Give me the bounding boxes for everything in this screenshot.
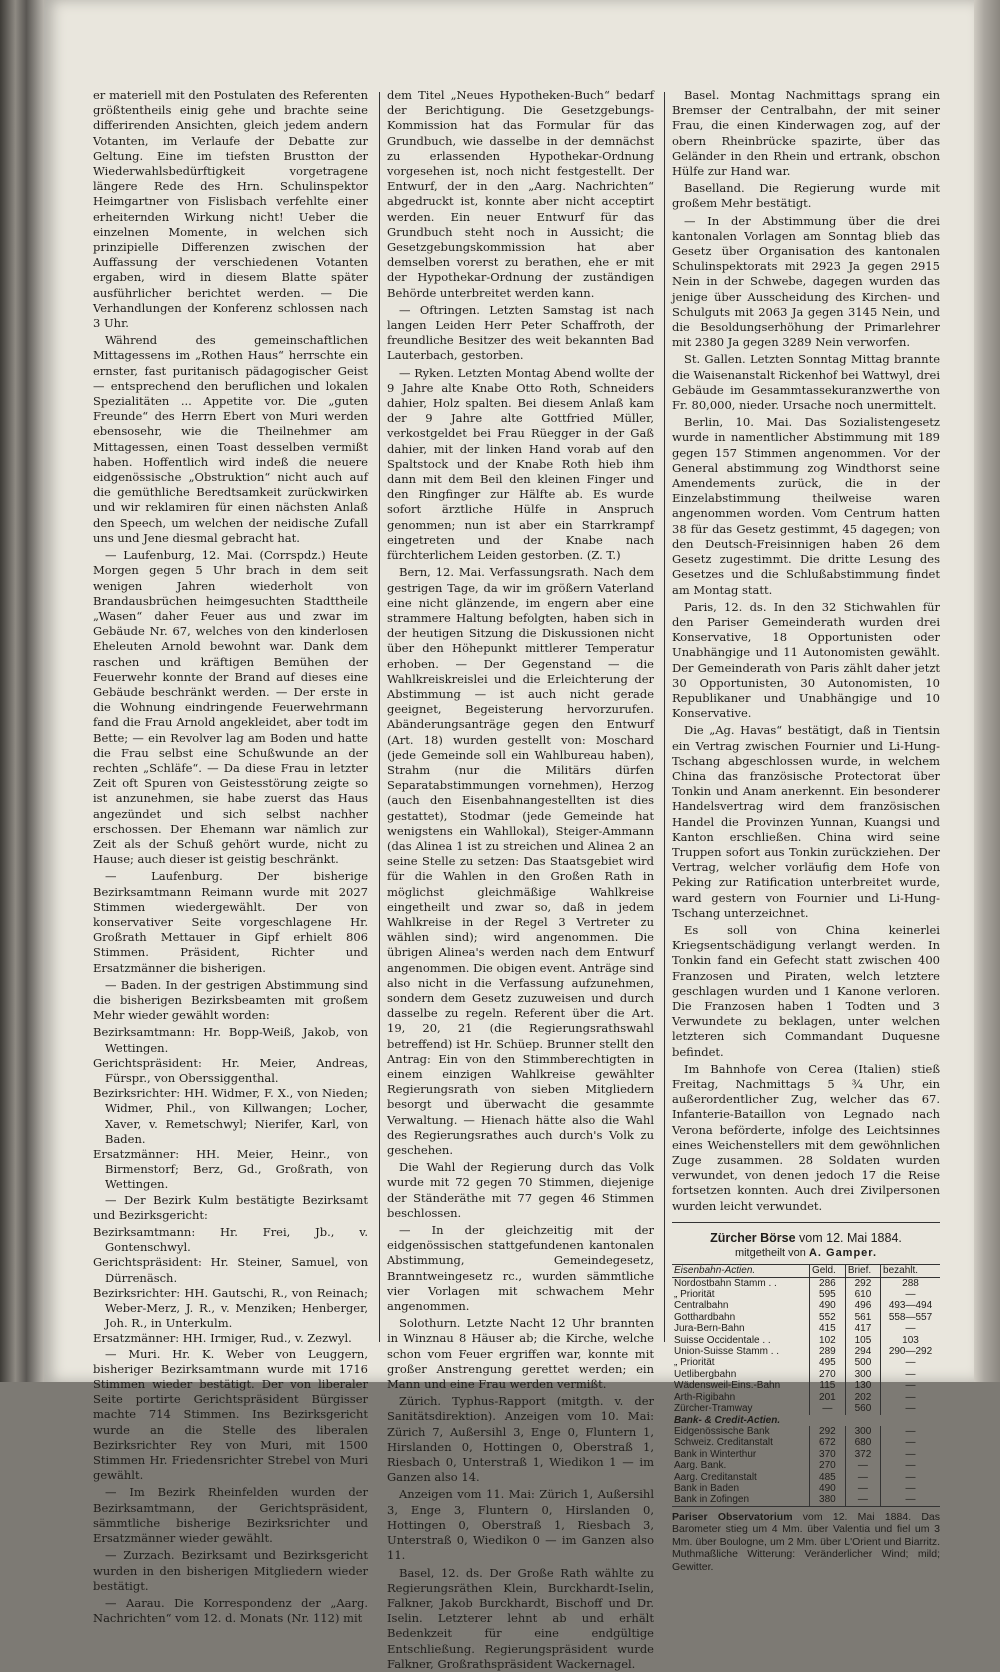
table-cell: 286 [809, 1277, 845, 1289]
table-cell: 290—292 [881, 1346, 940, 1357]
table-header: bezahlt. [881, 1265, 940, 1277]
table-cell: — [881, 1472, 940, 1483]
table-cell: — [881, 1483, 940, 1494]
table-row [672, 1357, 940, 1368]
table-row [672, 1335, 940, 1346]
article-laufenburg-election: — Laufenburg. Der bisherige Bezirksamtmann Reimann wurde mit 2027 Stimmen wiedergewählt. Der von konservativer Seite vorgeschlagene Hr. Großrath Mettauer in Gipf erhielt 806 Stimmen. Präsident, Richter und Ersatzmänner die bisherigen. [93, 869, 368, 975]
list-item: Gerichtspräsident: Hr. Meier, Andreas, Fürspr., von Oberssiggenthal. [93, 1055, 368, 1085]
article-paragraph: — In der Abstimmung über die drei kantonalen Vorlagen am Sonntag blieb das Gesetz über Organisation des kantonalen Schulinspektorats mit 2923 Ja gegen 2915 Nein in der Schwebe, dagegen wurden das jenige über Ausscheidung des Kirchen- und Schulguts mit 2063 Ja gegen 3145 Nein, und die Besoldungserhöhung der Primarlehrer mit 2380 Ja gegen 3289 Nein verworfen. [672, 213, 940, 350]
table-cell: 560 [845, 1403, 880, 1414]
table-cell: 490 [809, 1300, 845, 1311]
list-item: Bezirksrichter: HH. Gautschi, R., von Reinach; Weber-Merz, J. R., v. Menziken; Henberger, Joh. R., in Unterkulm. [93, 1285, 368, 1331]
table-cell: 680 [845, 1437, 880, 1448]
table-cell: 417 [845, 1323, 880, 1334]
table-cell: 103 [881, 1335, 940, 1346]
article-rheinfelden: — Im Bezirk Rheinfelden wurden der Bezirksamtmann, der Gerichtspräsident, sämmtliche bisherige Bezirksrichter und Ersatzmänner wieder gewählt. [93, 1485, 368, 1546]
table-cell: 300 [845, 1369, 880, 1380]
table-row [672, 1472, 940, 1483]
observatory-report [672, 1511, 940, 1574]
table-cell: 558—557 [881, 1312, 940, 1323]
table-cell: Bank in Winterthur [674, 1448, 757, 1460]
divider [672, 1222, 940, 1223]
article-basel: Basel. Montag Nachmittags sprang ein Bremser der Centralbahn, der mit seiner Frau, die einen Kinderwagen zog, auf der obern Rheinbrücke spazirte, über das Geländer in den Rhein und ertrank, obschon Hülfe zur Hand war. [672, 88, 940, 179]
table-cell: Gotthardbahn [674, 1311, 736, 1323]
table-cell: 493—494 [881, 1300, 940, 1311]
table-cell: — [881, 1357, 940, 1368]
page-edge [974, 0, 1000, 1382]
table-cell: — [845, 1460, 880, 1471]
table-header: Brief. [845, 1265, 880, 1277]
table-cell: Jura-Bern-Bahn [674, 1323, 745, 1335]
table-cell: 292 [845, 1277, 880, 1289]
bourse-subtitle [672, 1246, 940, 1261]
observatory-title: Pariser Observatorium [672, 1510, 793, 1523]
table-cell: — [881, 1289, 940, 1300]
table-cell: — [881, 1426, 940, 1437]
article-bern: Bern, 12. Mai. Verfassungsrath. Nach dem gestrigen Tage, da wir im größern Vaterland eine nicht glänzende, im engern aber eine strammere Haltung befolgten, haben sich in der heutigen Sitzung die Diskussionen nicht über den Höhepunkt mittlerer Temperatur erhoben. — Der Gegenstand — die Wahlkreiskreislei und die Erleichterung der Abstimmung — ist auch nicht gerade geeignet, Begeisterung hervorzurufen. Abänderungsanträge gegen den Entwurf (Art. 18) wurden gestellt von: Moschard (jede Gemeinde soll ein Wahlbureau haben), Strahm (nur die Militärs dürfen Separatabstimmungen vornehmen), Herzog (auch den Eisenbahnangestellten ist dies gestattet), Stodmar (jede Gemeinde hat wenigstens ein Wahllokal), Steiger-Ammann (das Alinea 1 ist zu streichen und Alinea 2 an seine Stelle zu setzen: Das Staatsgebiet wird für die Wahlen in den Großen Rath in möglichst gleichmäßige Wahlkreise eingetheilt und zwar so, daß in jedem Wahlkreise in der Regel 3 Vertreter zu wählen sind); wird angenommen. Die übrigen Alinea's werden nach dem Entwurf angenommen. Die obigen event. Anträge sind also nicht in die Verfassung aufzunehmen, sondern dem Gesetz zuzuweisen und durch dasselbe zu regeln. Referent über die Art. 19, 20, 21 (die Regierungsrathswahl betreffend) ist Hr. Schüep. Brunner stellt den Antrag: Ein von den Stimmberechtigten in einem einzigen Wahlkreise gewählter Regierungsrath von sieben Mitgliedern besorgt und überwacht die gesammte Verwaltung. — Hienach hätte also die Wahl des Regierungsrathes auch durch's Volk zu geschehen. [387, 565, 654, 1158]
article-oftringen: — Oftringen. Letzten Samstag ist nach langen Leiden Herr Peter Schaffroth, der freundliche Besitzer des weit bekannten Bad Lauterbach, gestorben. [387, 302, 654, 363]
bourse-title [672, 1231, 940, 1246]
table-row [672, 1300, 940, 1311]
table-cell: 201 [809, 1392, 845, 1403]
table-cell: — [881, 1460, 940, 1471]
table-cell: „ Priorität [674, 1357, 715, 1369]
table-cell: Zürcher-Tramway [674, 1403, 753, 1415]
book-spine [0, 0, 44, 1382]
table-cell: — [881, 1437, 940, 1448]
article-baselland: Baselland. Die Regierung wurde mit großem Mehr bestätigt. [672, 181, 940, 211]
table-cell: — [881, 1392, 940, 1403]
table-cell: Eidgenössische Bank [674, 1425, 770, 1437]
table-cell: Aarg. Creditanstalt [674, 1471, 757, 1483]
article-zurich-typhus: Zürich. Typhus-Rapport (mitgth. v. der Sanitätsdirektion). Anzeigen vom 10. Mai: Zürich 7, Außersihl 3, Enge 0, Fluntern 1, Hirslanden 0, Hottingen 0, Oberstraß 1, Riesbach 0, Unterstraß 1, Wiedikon 1 — im Ganzen also 14. [387, 1394, 654, 1485]
table-cell: Nordostbahn Stamm . . [674, 1277, 777, 1289]
table-cell: 595 [809, 1289, 845, 1300]
bourse-sub-name: A. Gamper. [808, 1247, 878, 1260]
table-header: Eisenbahn-Actien. [672, 1265, 809, 1277]
table-cell: 485 [809, 1472, 845, 1483]
table-cell: — [881, 1403, 940, 1414]
article-paragraph: Es soll von China keinerlei Kriegsentschädigung verlangt werden. In Tonkin fand ein Gefecht statt zwischen 400 Franzosen und Piraten, welch letztere geschlagen wurden und 1 Kanone verloren. Die Franzosen haben 1 Todten und 3 Verwundete zu beklagen, unter welchen letzteren sich Commandant Duquesne befindet. [672, 922, 940, 1059]
table-row [672, 1449, 940, 1460]
column-rule [379, 92, 380, 1342]
article-kulm: — Der Bezirk Kulm bestätigte Bezirksamt und Bezirksgericht: [93, 1192, 368, 1222]
column-1 [93, 88, 368, 1626]
table-cell: — [845, 1483, 880, 1494]
article-paragraph: Die Wahl der Regierung durch das Volk wurde mit 72 gegen 70 Stimmen, diejenige der Ständeräthe mit 77 gegen 46 Stimmen beschlossen. [387, 1160, 654, 1220]
table-cell: Centralbahn [674, 1300, 729, 1312]
table-cell: — [845, 1472, 880, 1483]
table-cell: 105 [845, 1335, 880, 1346]
table-row [672, 1403, 940, 1414]
table-cell: 415 [809, 1323, 845, 1334]
article-laufenburg-fire: — Laufenburg, 12. Mai. (Corrspdz.) Heute Morgen gegen 5 Uhr brach in dem seit wenigen Jahren wiederholt von Brandausbrüchen heimgesuchten Stadttheile „Wasen“ daher Feuer aus und zwar im Gebäude Nr. 67, welches von den kinderlosen Eheleuten Arnold bewohnt war. Dank dem raschen und kräftigen Bemühen der Feuerwehr konnte der Brand auf dieses eine Gebäude beschränkt werden. — Der erste in die Wohnung eindringende Feuerwehrmann fand die Frau Arnold angekleidet, aber todt im Bette; — ein Revolver lag am Boden und hatte die Frau selbst eine Schußwunde an der rechten „Schläfe“. — Da diese Frau in letzter Zeit oft Spuren von Geistesstörung zeigte so ist anzunehmen, sie habe zuerst das Haus angezündet und sich selbst nachher erschossen. Der Ehemann war nämlich zur Zeit als der Schuß gehört wurde, nicht zu Hause; auch dieser ist geistig beschränkt. [93, 548, 368, 867]
table-row [672, 1426, 940, 1437]
table-cell: — [809, 1403, 845, 1414]
article-cerea: Im Bahnhofe von Cerea (Italien) stieß Freitag, Nachmittags 5 ¾ Uhr, ein außerordentlicher Zug, welcher das 67. Infanterie-Bataillon von Legnado nach Verona beförderte, infolge des Leichtsinnes eines Weichenstellers mit dem gewöhnlichen Zuge zusammen. 28 Soldaten wurden verwundet, von denen jedoch 17 die Reise fortsetzen konnten. Auch drei Zivilpersonen wurden leicht verwundet. [672, 1061, 940, 1213]
table-row [672, 1437, 940, 1448]
table-cell: 288 [881, 1277, 940, 1289]
bourse-title-text: Zürcher Börse [710, 1230, 796, 1245]
table-cell: 130 [845, 1380, 880, 1391]
article-paragraph: — In der gleichzeitig mit der eidgenössischen stattgefundenen kantonalen Abstimmung, Gemeindegesetz, Branntweingesetz rc., wurden sämmtliche vier Vorlagen mit schwachem Mehr angenommen. [387, 1223, 654, 1314]
table-cell: 490 [809, 1483, 845, 1494]
article-berlin: Berlin, 10. Mai. Das Sozialistengesetz wurde in namentlicher Abstimmung mit 189 gegen 157 Stimmen angenommen. Vor der General abstimmung zog Windthorst seine Amendements zurück, die in der Einzelabstimmung theilweise waren angenommen worden. Vom Centrum hatten 38 für das Gesetz gestimmt, 45 dagegen; von den Deutsch-Freisinnigen haben 26 dem Gesetz zugestimmt. Die dritte Lesung des Gesetzes und die Schlußabstimmung findet am Montag statt. [672, 415, 940, 597]
article-muri: — Muri. Hr. K. Weber von Leuggern, bisheriger Bezirksamtmann wurde mit 1716 Stimmen wieder bestätigt. Der von liberaler Seite portirte Gerichtspräsident Bürgisser machte 714 Stimmen. Ins Bezirksgericht wurde an die Stelle des liberalen Bezirksrichter Rey von Muri, mit 1500 Stimmen Hr. Friedensrichter Strebel von Muri gewählt. [93, 1346, 368, 1483]
article-solothurn: Solothurn. Letzte Nacht 12 Uhr brannten in Winznau 8 Häuser ab; die Kirche, welche schon vom Feuer ergriffen war, konnte mit großer Anstrengung gerettet werden; ein Mann und eine Frau werden vermißt. [387, 1316, 654, 1392]
column-3 [672, 88, 941, 1573]
table-cell: 292 [809, 1426, 845, 1437]
table-cell: 115 [809, 1380, 845, 1391]
table-cell: 202 [845, 1392, 880, 1403]
table-cell: 294 [845, 1346, 880, 1357]
article-aarau: — Aarau. Die Korrespondenz der „Aarg. Nachrichten“ vom 12. d. Monats (Nr. 112) mit [93, 1595, 368, 1626]
table-row [672, 1483, 940, 1494]
table-cell: 270 [809, 1460, 845, 1471]
list-item: Bezirksamtmann: Hr. Frei, Jb., v. Gontenschwyl. [93, 1225, 368, 1255]
article-baden: — Baden. In der gestrigen Abstimmung sind die bisherigen Bezirksbeamten mit großem Mehr wieder gewählt worden: [93, 977, 368, 1023]
article-paragraph: Anzeigen vom 11. Mai: Zürich 1, Außersihl 3, Enge 3, Fluntern 0, Hirslanden 0, Hottingen 0, Oberstraß 1, Riesbach 3, Unterstraß 0, Wiedikon 0 — im Ganzen also 11. [387, 1487, 654, 1563]
table-section-label: Bank- & Credit-Actien. [674, 1414, 781, 1426]
table-cell: 500 [845, 1357, 880, 1368]
table-row [672, 1494, 940, 1506]
table-cell: Union-Suisse Stamm . . [674, 1346, 780, 1358]
list-item: Ersatzmänner: HH. Meier, Heinr., von Birmenstorf; Berz, Gd., Großrath, von Wettingen. [93, 1147, 368, 1192]
list-item: Bezirksamtmann: Hr. Bopp-Weiß, Jakob, von Wettingen. [93, 1025, 368, 1055]
table-cell: 496 [845, 1300, 880, 1311]
table-cell: 495 [809, 1357, 845, 1368]
article-st-gallen: St. Gallen. Letzten Sonntag Mittag brannte die Waisenanstalt Rickenhof bei Wattwyl, drei Gebäude im Gesammtassekuranzwerthe von Fr. 80,000, nieder. Ursache noch unermittelt. [672, 352, 940, 413]
table-cell: 672 [809, 1437, 845, 1448]
table-cell: Uetlibergbahn [674, 1368, 737, 1380]
table-cell: Schweiz. Creditanstalt [674, 1437, 773, 1449]
article-paris: Paris, 12. ds. In den 32 Stichwahlen für den Pariser Gemeinderath wurden drei Konservative, 18 Opportunisten oder Unabhängige und 11 Autonomisten gewählt. Der Gemeinderath von Paris zählt daher jetzt 30 Opportunisten, 30 Autonomisten, 10 Republikaner und Unabhängige und 10 Konservative. [672, 599, 940, 721]
table-cell: Arth-Rigibahn [674, 1391, 736, 1403]
bourse-table [672, 1264, 940, 1507]
table-section-row [672, 1415, 940, 1426]
table-cell: 102 [809, 1335, 845, 1346]
table-cell: 370 [809, 1449, 845, 1460]
table-cell: Bank in Baden [674, 1482, 740, 1494]
article-continuation: er materiell mit den Postulaten des Referenten größtentheils einig gehe und brachte seine differirenden Ansichten, gleich jedem andern Votanten, im Verlaufe der Debatte zur Geltung. Eine im tiefsten Brustton der Wiederwahlsbedürftigkeit vorgetragene längere Rede des Hrn. Schulinspektor Heimgartner von Fislisbach verfehlte einer erheiternden Wirkung nicht! Ueber die einzelnen Momente, in welchen sich prinzipielle Differenzen zwischen der Auffassung der verschiedenen Votanten ergaben, wird in diesem Blatte später ausführlicher berichtet werden. — Die Verhandlungen der Konferenz schlossen nach 3 Uhr. [93, 88, 368, 331]
table-cell: — [881, 1369, 940, 1380]
table-row [672, 1323, 940, 1334]
table-cell: Bank in Zofingen [672, 1494, 809, 1506]
table-row [672, 1277, 940, 1289]
article-paragraph: Während des gemeinschaftlichen Mittagessens im „Rothen Haus“ herrschte ein ernster, fast puritanisch pädagogischer Geist — entsprechend den beruflichen und lokalen Spezialitäten ... Appetite vor. Die „guten Freunde“ des Herrn Ebert von Muri werden ebensosehr, wie die Theilnehmer am Mittagessen, einen Toast desselben vermißt haben. Hoffentlich wird indeß die neuere eidgenössische „Obstruktion“ nicht auch auf die gemüthliche Beredtsamkeit zurückwirken und wir reklamiren für einen nächsten Anlaß den Speech, um welchen der neidische Zufall uns und Jene diesmal gebracht hat. [93, 333, 368, 545]
table-cell: — [845, 1494, 880, 1506]
table-cell: — [881, 1494, 940, 1506]
article-havas: Die „Ag. Havas“ bestätigt, daß in Tientsin ein Vertrag zwischen Fournier und Li-Hung-Tschang abgeschlossen wurde, in welchem China das französische Protectorat über Tonkin und Anam anerkennt. Ein besonderer Handelsvertrag wird dem französischen Handel die Provinzen Yunnan, Kuangsi und Kanton erschließen. China wird seine Truppen sofort aus Tonkin zurückziehen. Der Vertrag, welcher vorläufig dem Hofe von Peking zur Ratification unterbreitet wurde, ward gestern von Fournier und Li-Hung-Tschang unterzeichnet. [672, 723, 940, 920]
table-header: Geld. [809, 1265, 845, 1277]
table-row [672, 1289, 940, 1300]
column-2 [387, 88, 654, 1671]
table-row [672, 1380, 940, 1391]
bourse-date: vom 12. Mai 1884. [799, 1230, 902, 1245]
article-continuation: dem Titel „Neues Hypotheken-Buch“ bedarf der Berichtigung. Die Gesetzgebungs-Kommission hat das Formular für das Grundbuch, wie dasselbe in der demnächst zu erlassenden Hypothekar-Ordnung vorgesehen ist, noch nicht festgestellt. Der Entwurf, der in den „Aarg. Nachrichten“ abgedruckt ist, konnte aber nicht acceptirt werden. Ein neuer Entwurf für das Grundbuch steht noch in Aussicht; die Gesetzgebungskommission hat aber demselben vorerst zu berathen, ehe er mit der Hypothekar-Ordnung der zuständigen Behörde unterbreitet werden kann. [387, 88, 654, 300]
table-cell: „ Priorität [674, 1289, 715, 1301]
table-cell: 561 [845, 1312, 880, 1323]
table-cell: 610 [845, 1289, 880, 1300]
table-cell: Suisse Occidentale . . [674, 1334, 771, 1346]
table-row [672, 1312, 940, 1323]
column-rule [664, 92, 665, 1342]
article-zurzach: — Zurzach. Bezirksamt und Bezirksgericht wurden in den bisherigen Mitgliedern wieder bestätigt. [93, 1548, 368, 1593]
table-row [672, 1392, 940, 1403]
table-cell: 300 [845, 1426, 880, 1437]
table-cell: — [881, 1323, 940, 1334]
table-cell: 372 [845, 1449, 880, 1460]
article-basel-council: Basel, 12. ds. Der Große Rath wählte zu Regierungsräthen Klein, Burckhardt-Iselin, Falkner, Jakob Burckhardt, Bischoff und Dr. Iselin. Letzterer lehnt ab und erhält Bedenkzeit für eine endgültige Entschließung. Regierungspräsident wurde Falkner, Großrathspräsident Wackernagel. [387, 1565, 654, 1671]
table-cell: 380 [809, 1494, 845, 1506]
list-item: Ersatzmänner: HH. Irmiger, Rud., v. Zezwyl. [93, 1331, 352, 1346]
observatory-text: vom 12. Mai 1884. Das Barometer stieg um 4 Mm. über Valentia und fiel um 3 Mm. über Boulogne, um 2 Mm. über L'Orient und Biarritz. Muthmaßliche Witterung: Veränderlicher Wind; mild; Gewitter. [672, 1510, 941, 1573]
table-cell: — [881, 1380, 940, 1391]
bourse-sub-prefix: mitgetheilt von [734, 1247, 806, 1260]
table-cell: Aarg. Bank. [674, 1460, 727, 1472]
table-row [672, 1460, 940, 1471]
article-ryken: — Ryken. Letzten Montag Abend wollte der 9 Jahre alte Knabe Otto Roth, Schneiders dahier, Holz spalten. Bei diesem Anlaß kam der 9 Jahre alte Gottfried Müller, verkostgeldet bei Frau Rüegger in der Gaß dahier, mit der linken Hand vorab auf den Spaltstock und der Knabe Roth hieb ihm dann mit dem Beil den kleinen Finger und den Ringfinger zur Hälfte ab. Es wurde sofort ärztliche Hülfe in Anspruch genommen; nun ist aber ein Starrkrampf eingetreten und der Knabe nach fürchterlichem Leiden gestorben. (Z. T.) [387, 365, 654, 563]
table-cell: 289 [809, 1346, 845, 1357]
list-item: Bezirksrichter: HH. Widmer, F. X., von Nieden; Widmer, Phil., von Killwangen; Locher, Xaver, v. Remetschwyl; Nierifer, Karl, von Baden. [93, 1086, 368, 1146]
table-row [672, 1369, 940, 1380]
table-cell: 552 [809, 1312, 845, 1323]
list-item: Gerichtspräsident: Hr. Steiner, Samuel, von Dürrenäsch. [93, 1255, 368, 1285]
table-cell: — [881, 1449, 940, 1460]
table-cell: 270 [809, 1369, 845, 1380]
table-cell: Wädensweil-Eins.-Bahn [674, 1380, 781, 1392]
table-row [672, 1346, 940, 1357]
